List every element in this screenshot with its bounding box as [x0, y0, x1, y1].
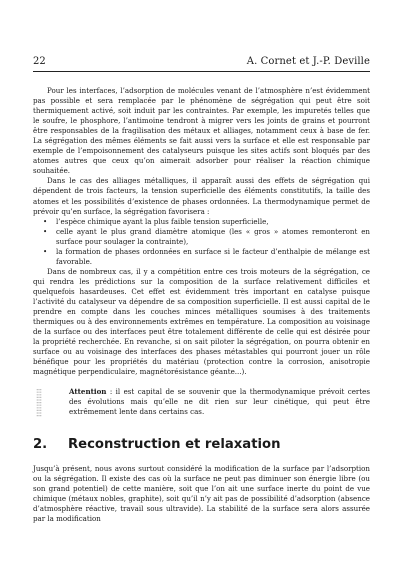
body-text: [33, 86, 370, 524]
page-header: [33, 56, 370, 70]
list-item: [33, 217, 370, 227]
paragraph-section-intro: Jusqu’à présent, nous avons surtout considéré la modification de la surface par l’adsorption ou la ségrégation. Il existe des cas où la surface ne peut pas diminuer son énergie libre (ou son grand potentiel) de cette manière, soit que l’on ait une surface inerte du point de vue chimique (métaux nobles, graphite), soit qu’il n’y ait pas de possibilité d’adsorption (absence d’atmosphère réactive, travail sous ultravide). La stabilité de la surface sera alors assurée par la modification: [33, 463, 370, 523]
attention-text: : il est capital de se souvenir que la thermodynamique prévoit certes des évolutions mais qu’elle ne dit rien sur leur cinétique, qui peut être extrêmement lente dans certains cas.: [69, 387, 370, 417]
paragraph-interfaces: Pour les interfaces, l’adsorption de molécules venant de l’atmosphère n’est évidemment pas possible et sera remplacée par le phénomène de ségrégation qui peut être soit thermiquement activé, soit induit par les contraintes. Par exemple, les impuretés telles que le soufre, le phosphore, l’antimoine tendront à migrer vers les joints de grains et pourront être responsables de la fragilisation des métaux et alliages, notamment ceux à base de fer. La ségrégation des mêmes éléments se fait aussi vers la surface et elle est responsable par exemple de l’empoisonnement des catalyseurs puisque les sites actifs sont bloqués par des atomes autres que ceux qu’on aimerait adsorber pour réaliser la réaction chimique souhaitée.: [33, 86, 370, 176]
bullet-icon: •: [43, 226, 48, 236]
list-item: [33, 247, 370, 267]
section-number: 2.: [33, 436, 48, 452]
header-rule: [33, 71, 370, 72]
section-heading: [33, 437, 370, 453]
paragraph-competition: Dans de nombreux cas, il y a compétition entre ces trois moteurs de la ségrégation, ce qui rendra les prédictions sur la composition de la surface relativement difficiles et quelquefois hasardeuses. Cet effet est évidemment très important en catalyse puisque l’activité du catalyseur va dépendre de sa composition superficielle. Il est aussi capital de le prendre en compte dans les couches minces métalliques soumises à des traitements thermiques ou à des environnements extrêmes en température. La composition au voisinage de la surface ou des interfaces peut être totalement différente de celle qui est désirée pour la propriété recherchée. En revanche, si on sait piloter la ségrégation, on pourra obtenir en surface ou au voisinage des interfaces des phases métastables qui pourront jouer un rôle bénéfique pour les propriétés du matériau (protection contre la corrosion, anisotropie magnétique perpendiculaire, magnétorésistance géante...).: [33, 266, 370, 377]
bullet-icon: •: [43, 216, 48, 226]
attention-box: [33, 387, 370, 417]
page-number: 22: [33, 56, 46, 67]
running-head: A. Cornet et J.-P. Deville: [246, 56, 370, 67]
paragraph-alliages: Dans le cas des alliages métalliques, il apparaît aussi des effets de ségrégation qui dépendent de trois facteurs, la tension superficielle des éléments constitutifs, la taille des atomes et les possibilités d’existence de phases ordonnées. La thermodynamique permet de prévoir qu’en surface, la ségrégation favorisera :: [33, 176, 370, 216]
list-item-text: celle ayant le plus grand diamètre atomique (les « gros » atomes remonteront en surface pour soulager la contrainte),: [56, 226, 370, 246]
bullet-icon: •: [43, 246, 48, 256]
attention-label: Attention: [69, 387, 107, 397]
section-title: Reconstruction et relaxation: [68, 436, 281, 452]
list-item-text: l’espèce chimique ayant la plus faible tension superficielle,: [56, 216, 269, 226]
segregation-factors-list: [33, 217, 370, 267]
list-item-text: la formation de phases ordonnées en surface si le facteur d’enthalpie de mélange est favorable.: [56, 246, 370, 266]
attention-margin-icon: [36, 389, 42, 417]
list-item: [33, 227, 370, 247]
